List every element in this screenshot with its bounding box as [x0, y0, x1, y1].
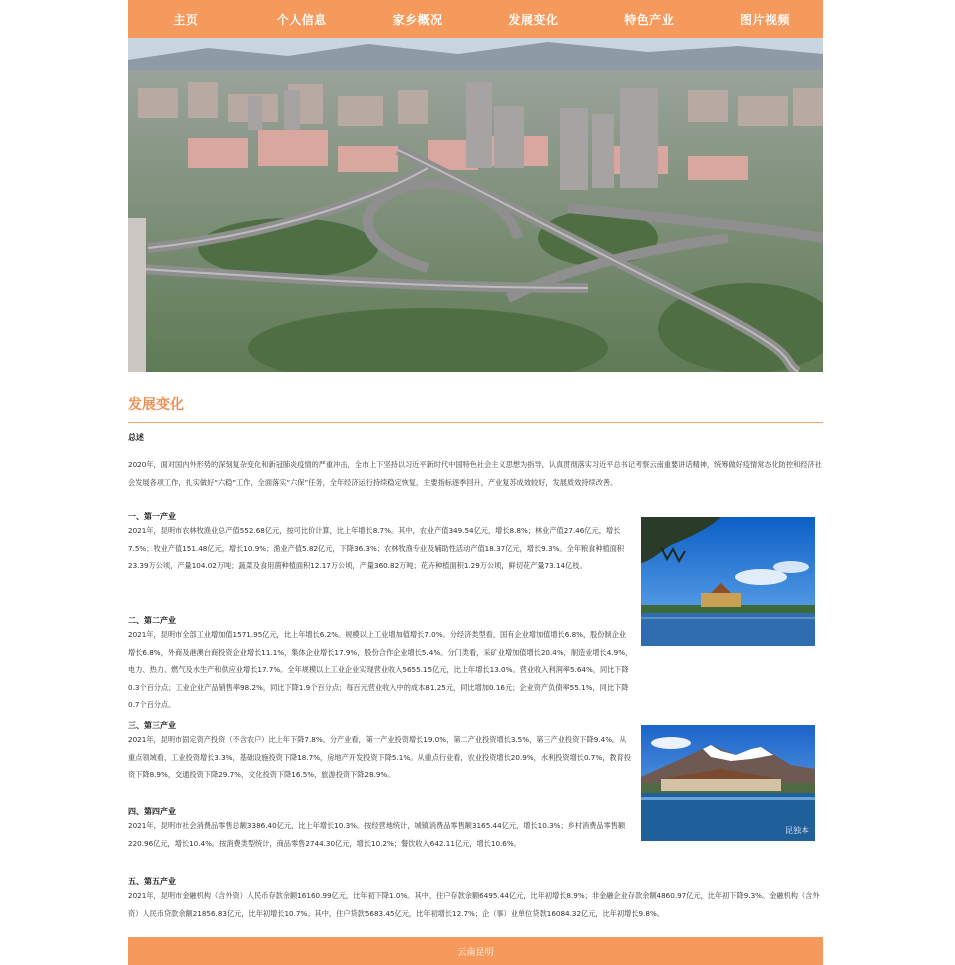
summary-heading: 总述	[128, 433, 144, 442]
summary-block	[128, 432, 823, 443]
nav-home[interactable]: 主页	[173, 12, 199, 27]
photo-lake-pavilion	[641, 517, 815, 646]
summary-text-block	[128, 456, 823, 491]
nav-photos-videos[interactable]: 图片视频	[740, 12, 791, 27]
photo-watermark: 昆独本	[785, 826, 809, 835]
industry-2-heading: 二、第二产业	[128, 616, 176, 625]
industry-4-text: 2021年，昆明市社会消费品零售总额3386.40亿元，比上年增长10.3%。按经营地统计，城镇消费品零售额3165.44亿元，增长10.3%；乡村消费品零售额220.96亿元，增长10.4%。按消费类型统计，商品零售2744.30亿元，增长10.2%；餐饮收入642.11亿元，增长10.6%。	[128, 821, 626, 848]
nav-development[interactable]: 发展变化	[508, 12, 559, 27]
industry-3-block	[128, 720, 633, 784]
industry-3-text: 2021年，昆明市固定资产投资（不含农户）比上年下降7.8%。分产业看，第一产业投资增长19.0%，第二产业投资增长3.5%，第三产业投资下降9.4%。从重点领域看，工业投资增长3.3%，基础设施投资下降18.7%，房地产开发投资下降5.1%。从重点行业看，农业投资增长20.9%，水利投资增长0.7%，教育投资下降8.9%，交通投资下降29.7%，文化投资下降16.5%，旅游投资下降28.9%。	[128, 735, 631, 779]
industry-5-block	[128, 876, 823, 922]
industry-1-block	[128, 511, 633, 575]
industry-4-block	[128, 806, 633, 852]
nav-featured-industry[interactable]: 特色产业	[624, 12, 675, 27]
industry-1-text: 2021年，昆明市农林牧渔业总产值552.68亿元，按可比价计算，比上年增长8.7%。其中，农业产值349.54亿元，增长8.8%；林业产值27.46亿元，增长7.5%；牧业产值151.48亿元，增长10.9%；渔业产值5.82亿元，下降36.3%；农林牧渔专业及辅助性活动产值18.37亿元，增长9.3%。全年粮食种植面积23.39万公顷，产量104.02万吨；蔬菜及食用菌种植面积12.17万公顷，产量360.82万吨；花卉种植面积1.29万公顷，鲜切花产量73.14亿枝。	[128, 526, 625, 570]
industry-4-heading: 四、第四产业	[128, 807, 176, 816]
industry-2-text: 2021年，昆明市全部工业增加值1571.95亿元，比上年增长6.2%。规模以上工业增加值增长7.0%。分经济类型看，国有企业增加值增长6.8%，股份制企业增长6.8%，外商及港澳台商投资企业增长11.1%，集体企业增长17.9%，股份合作企业增长5.4%。分门类看，采矿业增加值增长20.4%，制造业增长4.9%，电力、热力、燃气及水生产和供应业增长17.7%。全年规模以上工业企业实现营业收入5655.15亿元，比上年增长13.0%。营业收入利润率5.64%，同比下降0.3个百分点；工业企业产品销售率98.2%，同比下降1.9个百分点；每百元营业收入中的成本81.25元，同比增加0.16元；企业资产负债率55.1%，同比下降0.7个百分点。	[128, 630, 633, 709]
industry-3-heading: 三、第三产业	[128, 721, 176, 730]
section-title: 发展变化	[128, 394, 823, 423]
hero-image-interchange	[128, 38, 823, 372]
industry-5-heading: 五、第五产业	[128, 877, 176, 886]
footer-bar	[128, 937, 823, 965]
industry-5-text: 2021年，昆明市金融机构（含外资）人民币存款余额16160.99亿元，比年初下降1.0%。其中，住户存款余额6495.44亿元，比年初增长8.9%；非金融企业存款余额4860.97亿元，比年初下降9.3%。金融机构（含外资）人民币贷款余额21856.83亿元，比年初增长10.7%。其中，住户贷款5683.45亿元，比年初增长12.7%；企（事）业单位贷款16084.32亿元，比年初增长9.8%。	[128, 891, 820, 918]
top-nav	[128, 0, 823, 38]
photo-snow-mountain	[641, 725, 815, 841]
page-container	[128, 0, 823, 423]
nav-hometown-overview[interactable]: 家乡概况	[392, 12, 443, 27]
summary-text: 2020年，面对国内外形势的深刻复杂变化和新冠肺炎疫情的严重冲击，全市上下坚持以习近平新时代中国特色社会主义思想为指导，认真贯彻落实习近平总书记考察云南重要讲话精神，统筹做好疫情常态化防控和经济社会发展各项工作，扎实做好“六稳”工作，全面落实“六保”任务，全年经济运行持续稳定恢复，主要指标逐季回升，产业复苏成效较好，发展质效持续改善。	[128, 460, 822, 487]
nav-personal-info[interactable]: 个人信息	[276, 12, 327, 27]
footer-text: 云南昆明	[457, 947, 494, 958]
industry-1-heading: 一、第一产业	[128, 512, 176, 521]
